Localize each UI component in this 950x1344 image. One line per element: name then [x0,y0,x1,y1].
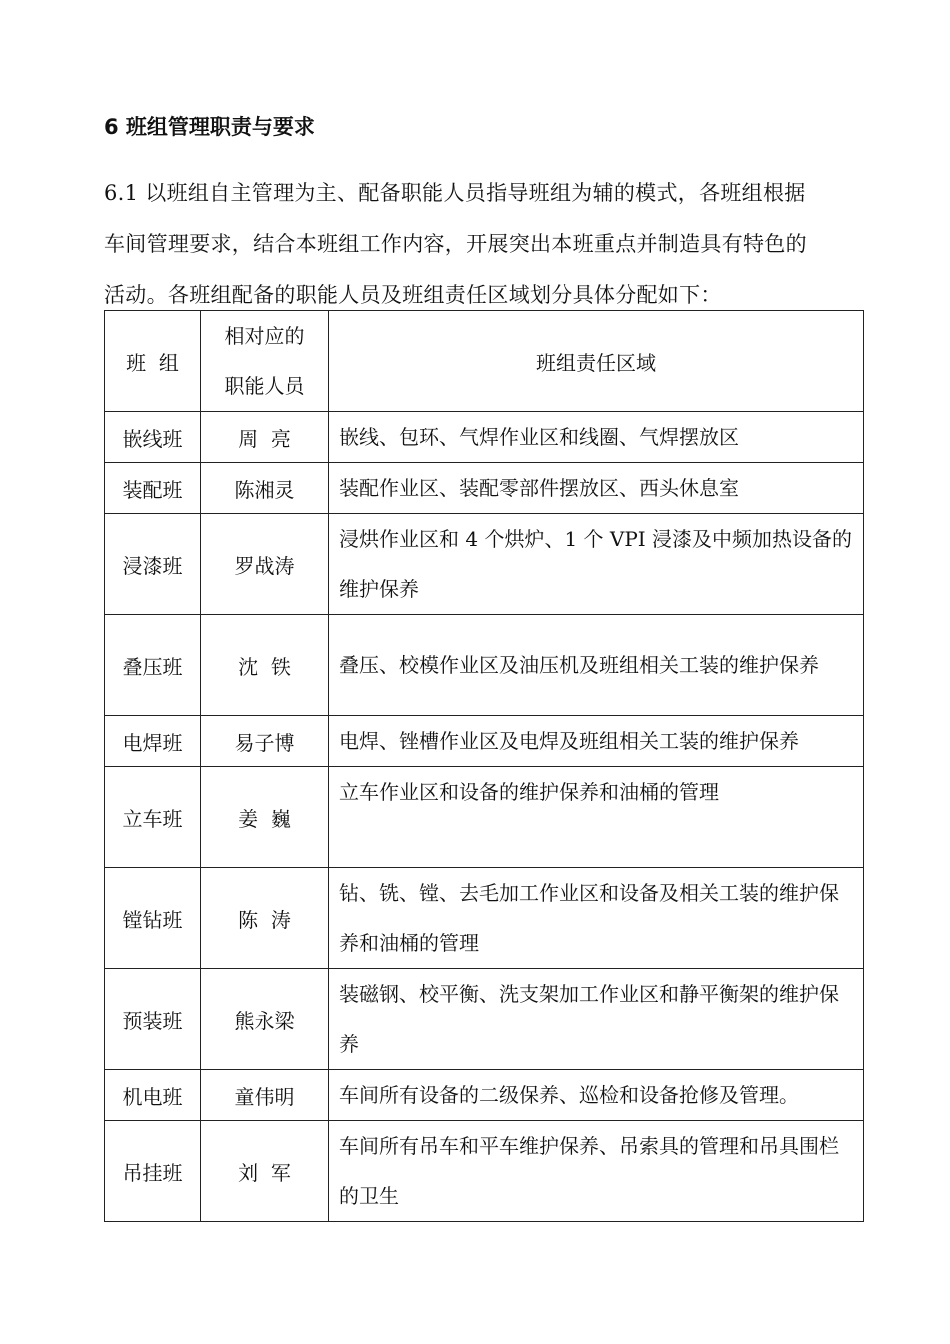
table-row [105,412,864,463]
area-cell: 立车作业区和设备的维护保养和油桶的管理 [329,767,864,868]
person-cell: 刘 军 [201,1121,329,1222]
paragraph-line: 车间管理要求，结合本班组工作内容，开展突出本班重点并制造具有特色的 [104,232,807,256]
area-cell: 车间所有设备的二级保养、巡检和设备抢修及管理。 [329,1070,864,1121]
area-cell: 叠压、校模作业区及油压机及班组相关工装的维护保养 [329,615,864,716]
team-cell: 电焊班 [105,716,201,767]
area-cell: 浸烘作业区和 4 个烘炉、1 个 VPI 浸漆及中频加热设备的维护保养 [329,514,864,615]
header-person: 相对应的 职能人员 [201,311,329,412]
area-cell: 装磁钢、校平衡、洗支架加工作业区和静平衡架的维护保养 [329,969,864,1070]
team-cell: 镗钻班 [105,868,201,969]
area-cell: 钻、铣、镗、去毛加工作业区和设备及相关工装的维护保养和油桶的管理 [329,868,864,969]
area-cell: 装配作业区、装配零部件摆放区、西头休息室 [329,463,864,514]
person-cell: 陈 涛 [201,868,329,969]
header-team: 班 组 [105,311,201,412]
table-row [105,716,864,767]
table-row [105,767,864,868]
team-cell: 叠压班 [105,615,201,716]
person-cell: 沈 铁 [201,615,329,716]
person-cell: 陈湘灵 [201,463,329,514]
table-row [105,615,864,716]
person-cell: 童伟明 [201,1070,329,1121]
table-row [105,514,864,615]
person-cell: 姜 巍 [201,767,329,868]
intro-paragraph [104,168,864,321]
table-header-row [105,311,864,412]
area-cell: 车间所有吊车和平车维护保养、吊索具的管理和吊具围栏的卫生 [329,1121,864,1222]
team-responsibility-table [104,310,864,1222]
person-cell: 易子博 [201,716,329,767]
table-row [105,969,864,1070]
paragraph-line: 活动。各班组配备的职能人员及班组责任区域划分具体分配如下： [104,283,722,307]
team-cell: 浸漆班 [105,514,201,615]
area-cell: 嵌线、包环、气焊作业区和线圈、气焊摆放区 [329,412,864,463]
team-cell: 预装班 [105,969,201,1070]
team-cell: 立车班 [105,767,201,868]
table-row [105,1070,864,1121]
team-cell: 嵌线班 [105,412,201,463]
person-cell: 罗战涛 [201,514,329,615]
paragraph-line: 6.1 以班组自主管理为主、配备职能人员指导班组为辅的模式，各班组根据 [104,181,806,205]
team-cell: 装配班 [105,463,201,514]
table-row [105,1121,864,1222]
area-cell: 电焊、锉槽作业区及电焊及班组相关工装的维护保养 [329,716,864,767]
table-row [105,868,864,969]
team-cell: 机电班 [105,1070,201,1121]
person-cell: 熊永梁 [201,969,329,1070]
section-heading: 6 班组管理职责与要求 [104,115,315,139]
table-row [105,463,864,514]
team-cell: 吊挂班 [105,1121,201,1222]
header-area: 班组责任区域 [329,311,864,412]
person-cell: 周 亮 [201,412,329,463]
